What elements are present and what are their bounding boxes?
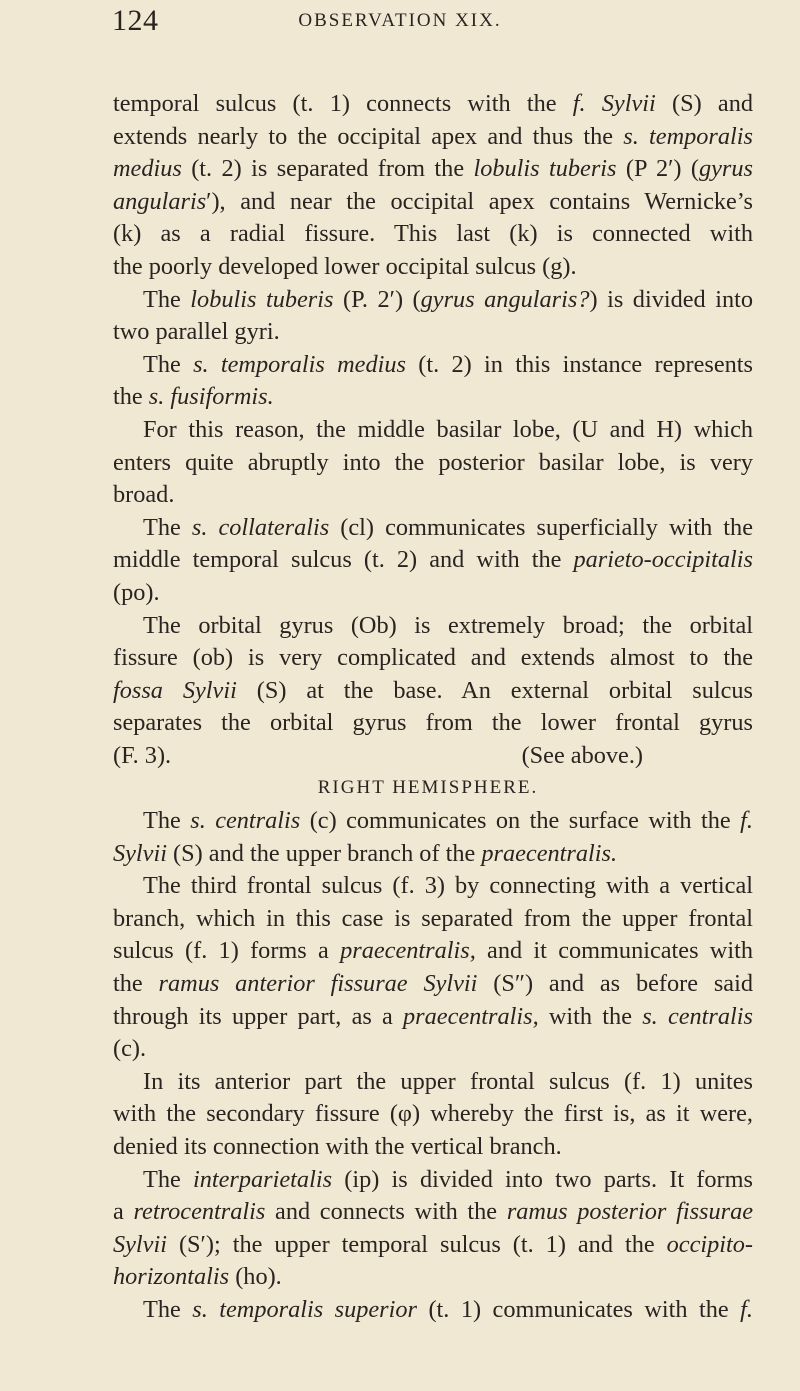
text-line (113, 1196, 753, 1229)
text-run: (po). (113, 578, 160, 606)
text-run: broad. (113, 481, 175, 509)
text-line (113, 870, 753, 903)
text-line (113, 903, 753, 936)
text-run: enters quite abruptly into the posterior basilar lobe, is very (113, 448, 753, 476)
italic-term: horizontalis (113, 1263, 230, 1291)
text-run: The (143, 513, 192, 541)
italic-term: gyrus angularis? (420, 285, 590, 313)
text-line (113, 1261, 753, 1294)
text-line (113, 642, 753, 675)
text-run: The (143, 807, 191, 835)
text-line (113, 805, 753, 838)
italic-term: Sylvii (113, 1230, 167, 1258)
text-line (113, 153, 753, 186)
italic-term: f. (740, 1295, 753, 1323)
text-line (113, 121, 753, 154)
text-run: the (113, 383, 149, 411)
text-run: (t. 2) in this instance represents (405, 350, 753, 378)
text-run: through its upper part, as a (113, 1002, 404, 1030)
text-line (113, 1294, 753, 1327)
italic-term: angularis (113, 187, 207, 215)
text-line (113, 675, 753, 708)
text-run: (c) communicates on the surface with the (300, 807, 741, 835)
text-run: (t. 2) is separated from the (181, 155, 474, 183)
text-run: (P 2′) ( (616, 155, 699, 183)
italic-term: s. temporalis medius (193, 350, 406, 378)
text-line (113, 349, 753, 382)
italic-term: s. collateralis (191, 513, 330, 541)
text-run: and it communicates with (475, 937, 754, 965)
italic-term: retrocentralis (133, 1198, 266, 1226)
italic-term: fossa Sylvii (113, 676, 237, 704)
text-run: the poorly developed lower occipital sulcus (g). (113, 252, 577, 280)
text-line (113, 1033, 753, 1066)
running-head: OBSERVATION XIX. (298, 10, 502, 31)
text-run: For this reason, the middle basilar lobe, (U and H) which (143, 415, 753, 443)
body-text (113, 88, 753, 1327)
text-line (113, 1001, 753, 1034)
text-run: (S) and (655, 90, 753, 117)
text-line (113, 218, 753, 251)
text-line (113, 1164, 753, 1197)
text-run: The orbital gyrus (Ob) is extremely broad; the orbital (143, 611, 753, 639)
text-line (113, 838, 753, 871)
italic-term: occipito- (666, 1230, 753, 1258)
italic-term: s. centralis (642, 1002, 753, 1030)
italic-term: parieto-occipitalis (573, 546, 753, 574)
text-run: (cl) communicates superficially with the (329, 513, 753, 541)
text-run: The (143, 350, 194, 378)
text-run: (S′); the upper temporal sulcus (t. 1) and the (166, 1230, 667, 1258)
text-line (113, 544, 753, 577)
text-line (113, 610, 753, 643)
italic-term: s. temporalis (623, 122, 753, 150)
text-line (113, 1098, 753, 1131)
text-run: fissure (ob) is very complicated and extends almost to the (113, 644, 753, 672)
text-run: The (143, 1165, 193, 1193)
text-run: two parallel gyri. (113, 318, 280, 346)
text-line (113, 88, 753, 121)
text-line (113, 316, 753, 349)
text-run: (F. 3). (113, 741, 172, 769)
text-run: extends nearly to the occipital apex and thus the (113, 122, 624, 150)
text-line (113, 740, 753, 773)
text-run: In its anterior part the upper frontal sulcus (f. 1) unites (143, 1067, 753, 1095)
text-line (113, 968, 753, 1001)
italic-term: lobulis tuberis (473, 155, 617, 183)
italic-term: Sylvii (113, 839, 167, 867)
italic-term: lobulis tuberis (190, 285, 334, 313)
text-line (113, 935, 753, 968)
text-run: (t. 1) communicates with the (417, 1295, 741, 1323)
italic-term: f. (740, 807, 753, 835)
italic-term: medius (113, 155, 182, 183)
italic-term: ramus posterior fissurae (506, 1198, 754, 1226)
italic-term: interparietalis (193, 1165, 333, 1193)
italic-term: praecentralis, (340, 937, 476, 965)
text-run: ′), and near the occipital apex contains Wernicke’s (206, 187, 753, 215)
text-run: temporal sulcus (t. 1) connects with the (113, 90, 573, 117)
text-run: The (143, 285, 191, 313)
text-run: (ho). (229, 1263, 282, 1291)
text-line (113, 186, 753, 219)
text-line (113, 512, 753, 545)
text-line (113, 707, 753, 740)
text-run: (See above.) (521, 741, 643, 769)
text-run: the (113, 970, 159, 998)
text-line (113, 1131, 753, 1164)
text-run: The third frontal sulcus (f. 3) by connecting with a vertical (143, 872, 753, 900)
text-run: a (113, 1198, 134, 1226)
text-run: (ip) is divided into two parts. It forms (332, 1165, 753, 1193)
italic-term: f. Sylvii (572, 90, 656, 117)
text-line (113, 1066, 753, 1099)
text-line (113, 577, 753, 610)
italic-term: s. fusiformis. (148, 383, 274, 411)
text-line (113, 284, 753, 317)
text-run: and connects with the (265, 1198, 507, 1226)
text-run: RIGHT HEMISPHERE. (317, 777, 539, 799)
text-run: with the (538, 1002, 643, 1030)
text-run: The (143, 1295, 193, 1323)
text-run: (S″) and as before said (477, 970, 753, 998)
italic-term: praecentralis. (481, 839, 618, 867)
italic-term: praecentralis, (403, 1002, 539, 1030)
text-line (113, 1229, 753, 1262)
italic-term: s. centralis (190, 807, 301, 835)
page-number: 124 (112, 4, 159, 37)
text-run: (S) at the base. An external orbital sulcus (236, 676, 753, 704)
section-heading (113, 772, 753, 805)
italic-term: gyrus (699, 155, 753, 183)
text-run: (P. 2′) ( (333, 285, 421, 313)
text-line (113, 251, 753, 284)
text-run: denied its connection with the vertical branch. (113, 1133, 562, 1160)
text-run: branch, which in this case is separated from the upper frontal (113, 904, 753, 932)
italic-term: s. temporalis superior (192, 1295, 417, 1323)
text-line (113, 381, 753, 414)
text-line (113, 479, 753, 512)
text-run: ) is divided into (589, 285, 753, 313)
italic-term: ramus anterior fissurae Sylvii (158, 970, 478, 998)
text-run: (S) and the upper branch of the (166, 839, 482, 867)
text-run: middle temporal sulcus (t. 2) and with the (113, 546, 574, 574)
text-run: (k) as a radial fissure. This last (k) is connected with (113, 220, 753, 248)
text-run: (c). (113, 1035, 147, 1063)
text-line (113, 414, 753, 447)
text-run: separates the orbital gyrus from the lower frontal gyrus (113, 709, 753, 737)
text-line (113, 447, 753, 480)
text-run: sulcus (f. 1) forms a (113, 937, 341, 965)
text-run: with the secondary fissure (φ) whereby the first is, as it were, (113, 1100, 753, 1128)
